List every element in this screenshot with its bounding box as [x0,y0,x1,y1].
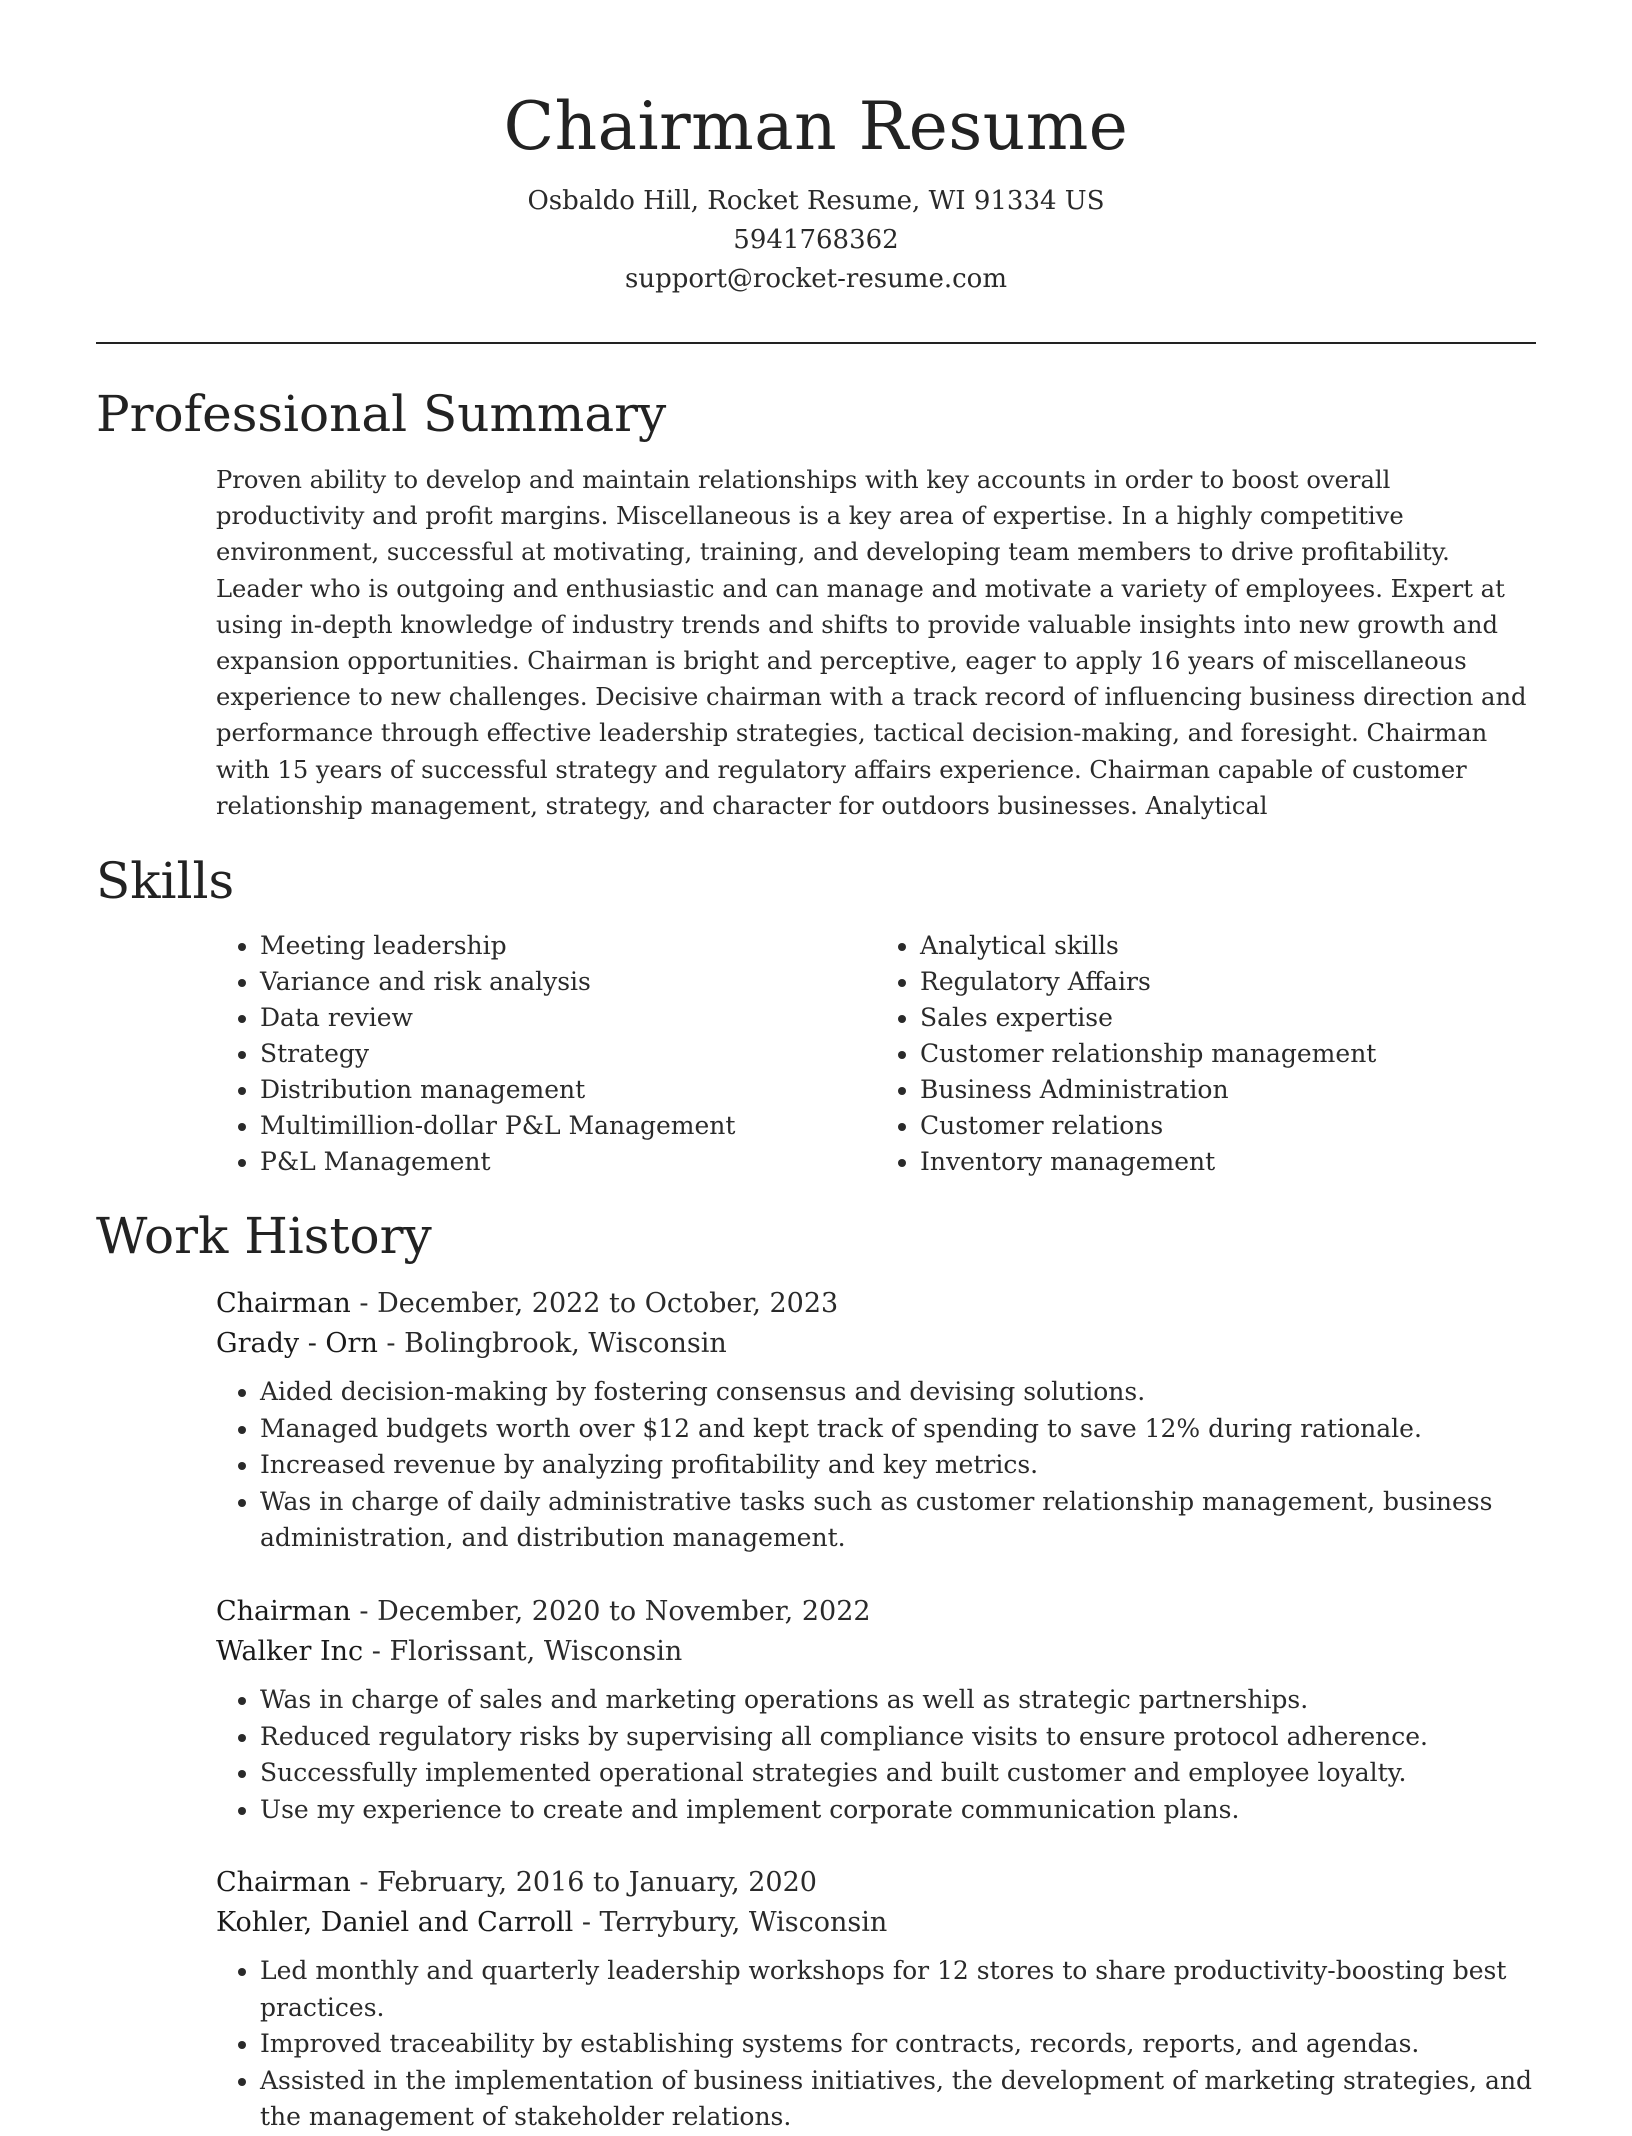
skill-item: • Data review [260,1000,876,1036]
job-bullets [216,1682,1536,1828]
header-divider [96,342,1536,344]
skill-item: • Meeting leadership [260,928,876,964]
job-company-line [216,1632,1536,1672]
resume-title: Chairman Resume [503,88,1129,165]
job-bullet: • Successfully implemented operational strategies and built customer and employee loyalty. [260,1755,1536,1792]
contact-phone: 5941768362 [733,225,899,255]
skill-item: • Analytical skills [920,928,1536,964]
skills-column-right [876,928,1536,1180]
skills-list [216,928,1536,1180]
skills-heading: Skills [96,852,235,910]
job-dates: - December, 2020 to November, 2022 [350,1596,871,1627]
job-title-line [216,1592,1536,1632]
job-company: Walker Inc [216,1636,364,1667]
skill-item: • Customer relations [920,1108,1536,1144]
skill-item: • Distribution management [260,1072,876,1108]
job-entry [216,1863,1536,2136]
job-company: Grady - Orn [216,1328,378,1359]
job-entry [216,1592,1536,1828]
job-title-line [216,1284,1536,1324]
job-company-line [216,1324,1536,1364]
skills-column-left [216,928,876,1180]
contact-email: support@rocket-resume.com [624,264,1007,294]
job-title: Chairman [216,1288,351,1319]
summary-text: Proven ability to develop and maintain relationships with key accounts in order to boost overall productivity and profit margins. Miscellaneous is a key area of expertise. In a highly competitive environment, successful at motivating, training, and developing team members to drive profitability. Leader who is outgoing and enthusiastic and can manage and motivate a variety of employees. Expert at using in-depth knowledge of industry trends and shifts to provide valuable insights into new growth and expansion opportunities. Chairman is bright and perceptive, eager to apply 16 years of miscellaneous experience to new challenges. Decisive chairman with a track record of influencing business direction and performance through effective leadership strategies, tactical decision-making, and foresight. Chairman with 15 years of successful strategy and regulatory affairs experience. Chairman capable of customer relationship management, strategy, and character for outdoors businesses. Analytical [216,466,1527,820]
job-bullets [216,1374,1536,1557]
job-bullet: • Assisted in the implementation of business initiatives, the development of marketing strategies, and the management of stakeholder relations. [260,2063,1536,2136]
job-location: - Bolingbrook, Wisconsin [377,1328,727,1359]
skill-item: • Variance and risk analysis [260,964,876,1000]
job-bullet: • Aided decision-making by fostering consensus and devising solutions. [260,1374,1536,1411]
job-bullet: • Improved traceability by establishing systems for contracts, records, reports, and agendas. [260,2026,1536,2063]
work-history-heading: Work History [96,1207,432,1265]
job-title: Chairman [216,1596,351,1627]
job-bullet: • Increased revenue by analyzing profitability and key metrics. [260,1447,1536,1484]
job-location: - Terrybury, Wisconsin [573,1907,888,1938]
skill-item: • Multimillion-dollar P&L Management [260,1108,876,1144]
resume-header [0,0,1632,299]
job-bullet: • Was in charge of sales and marketing operations as well as strategic partnerships. [260,1682,1536,1719]
job-bullet: • Use my experience to create and implement corporate communication plans. [260,1792,1536,1829]
job-dates: - December, 2022 to October, 2023 [350,1288,839,1319]
job-company-line [216,1903,1536,1943]
job-bullet: • Reduced regulatory risks by supervising all compliance visits to ensure protocol adherence. [260,1719,1536,1756]
skill-item: • P&L Management [260,1144,876,1180]
job-bullet: • Led monthly and quarterly leadership workshops for 12 stores to share productivity-boosting best practices. [260,1953,1536,2026]
job-company: Kohler, Daniel and Carroll [216,1907,574,1938]
skill-item: • Business Administration [920,1072,1536,1108]
contact-address: Osbaldo Hill, Rocket Resume, WI 91334 US [527,186,1105,216]
job-bullet: • Was in charge of daily administrative tasks such as customer relationship management, business administration, and distribution management. [260,1484,1536,1557]
job-location: - Florissant, Wisconsin [363,1636,683,1667]
job-bullet: • Managed budgets worth over $12 and kept track of spending to save 12% during rationale. [260,1411,1536,1448]
job-dates: - February, 2016 to January, 2020 [350,1867,817,1898]
skill-item: • Inventory management [920,1144,1536,1180]
job-title: Chairman [216,1867,351,1898]
skill-item: • Regulatory Affairs [920,964,1536,1000]
skill-item: • Strategy [260,1036,876,1072]
job-title-line [216,1863,1536,1903]
skill-item: • Customer relationship management [920,1036,1536,1072]
contact-block [0,182,1632,299]
job-entry [216,1284,1536,1557]
job-bullets [216,1953,1536,2136]
skill-item: • Sales expertise [920,1000,1536,1036]
summary-heading: Professional Summary [96,385,667,443]
